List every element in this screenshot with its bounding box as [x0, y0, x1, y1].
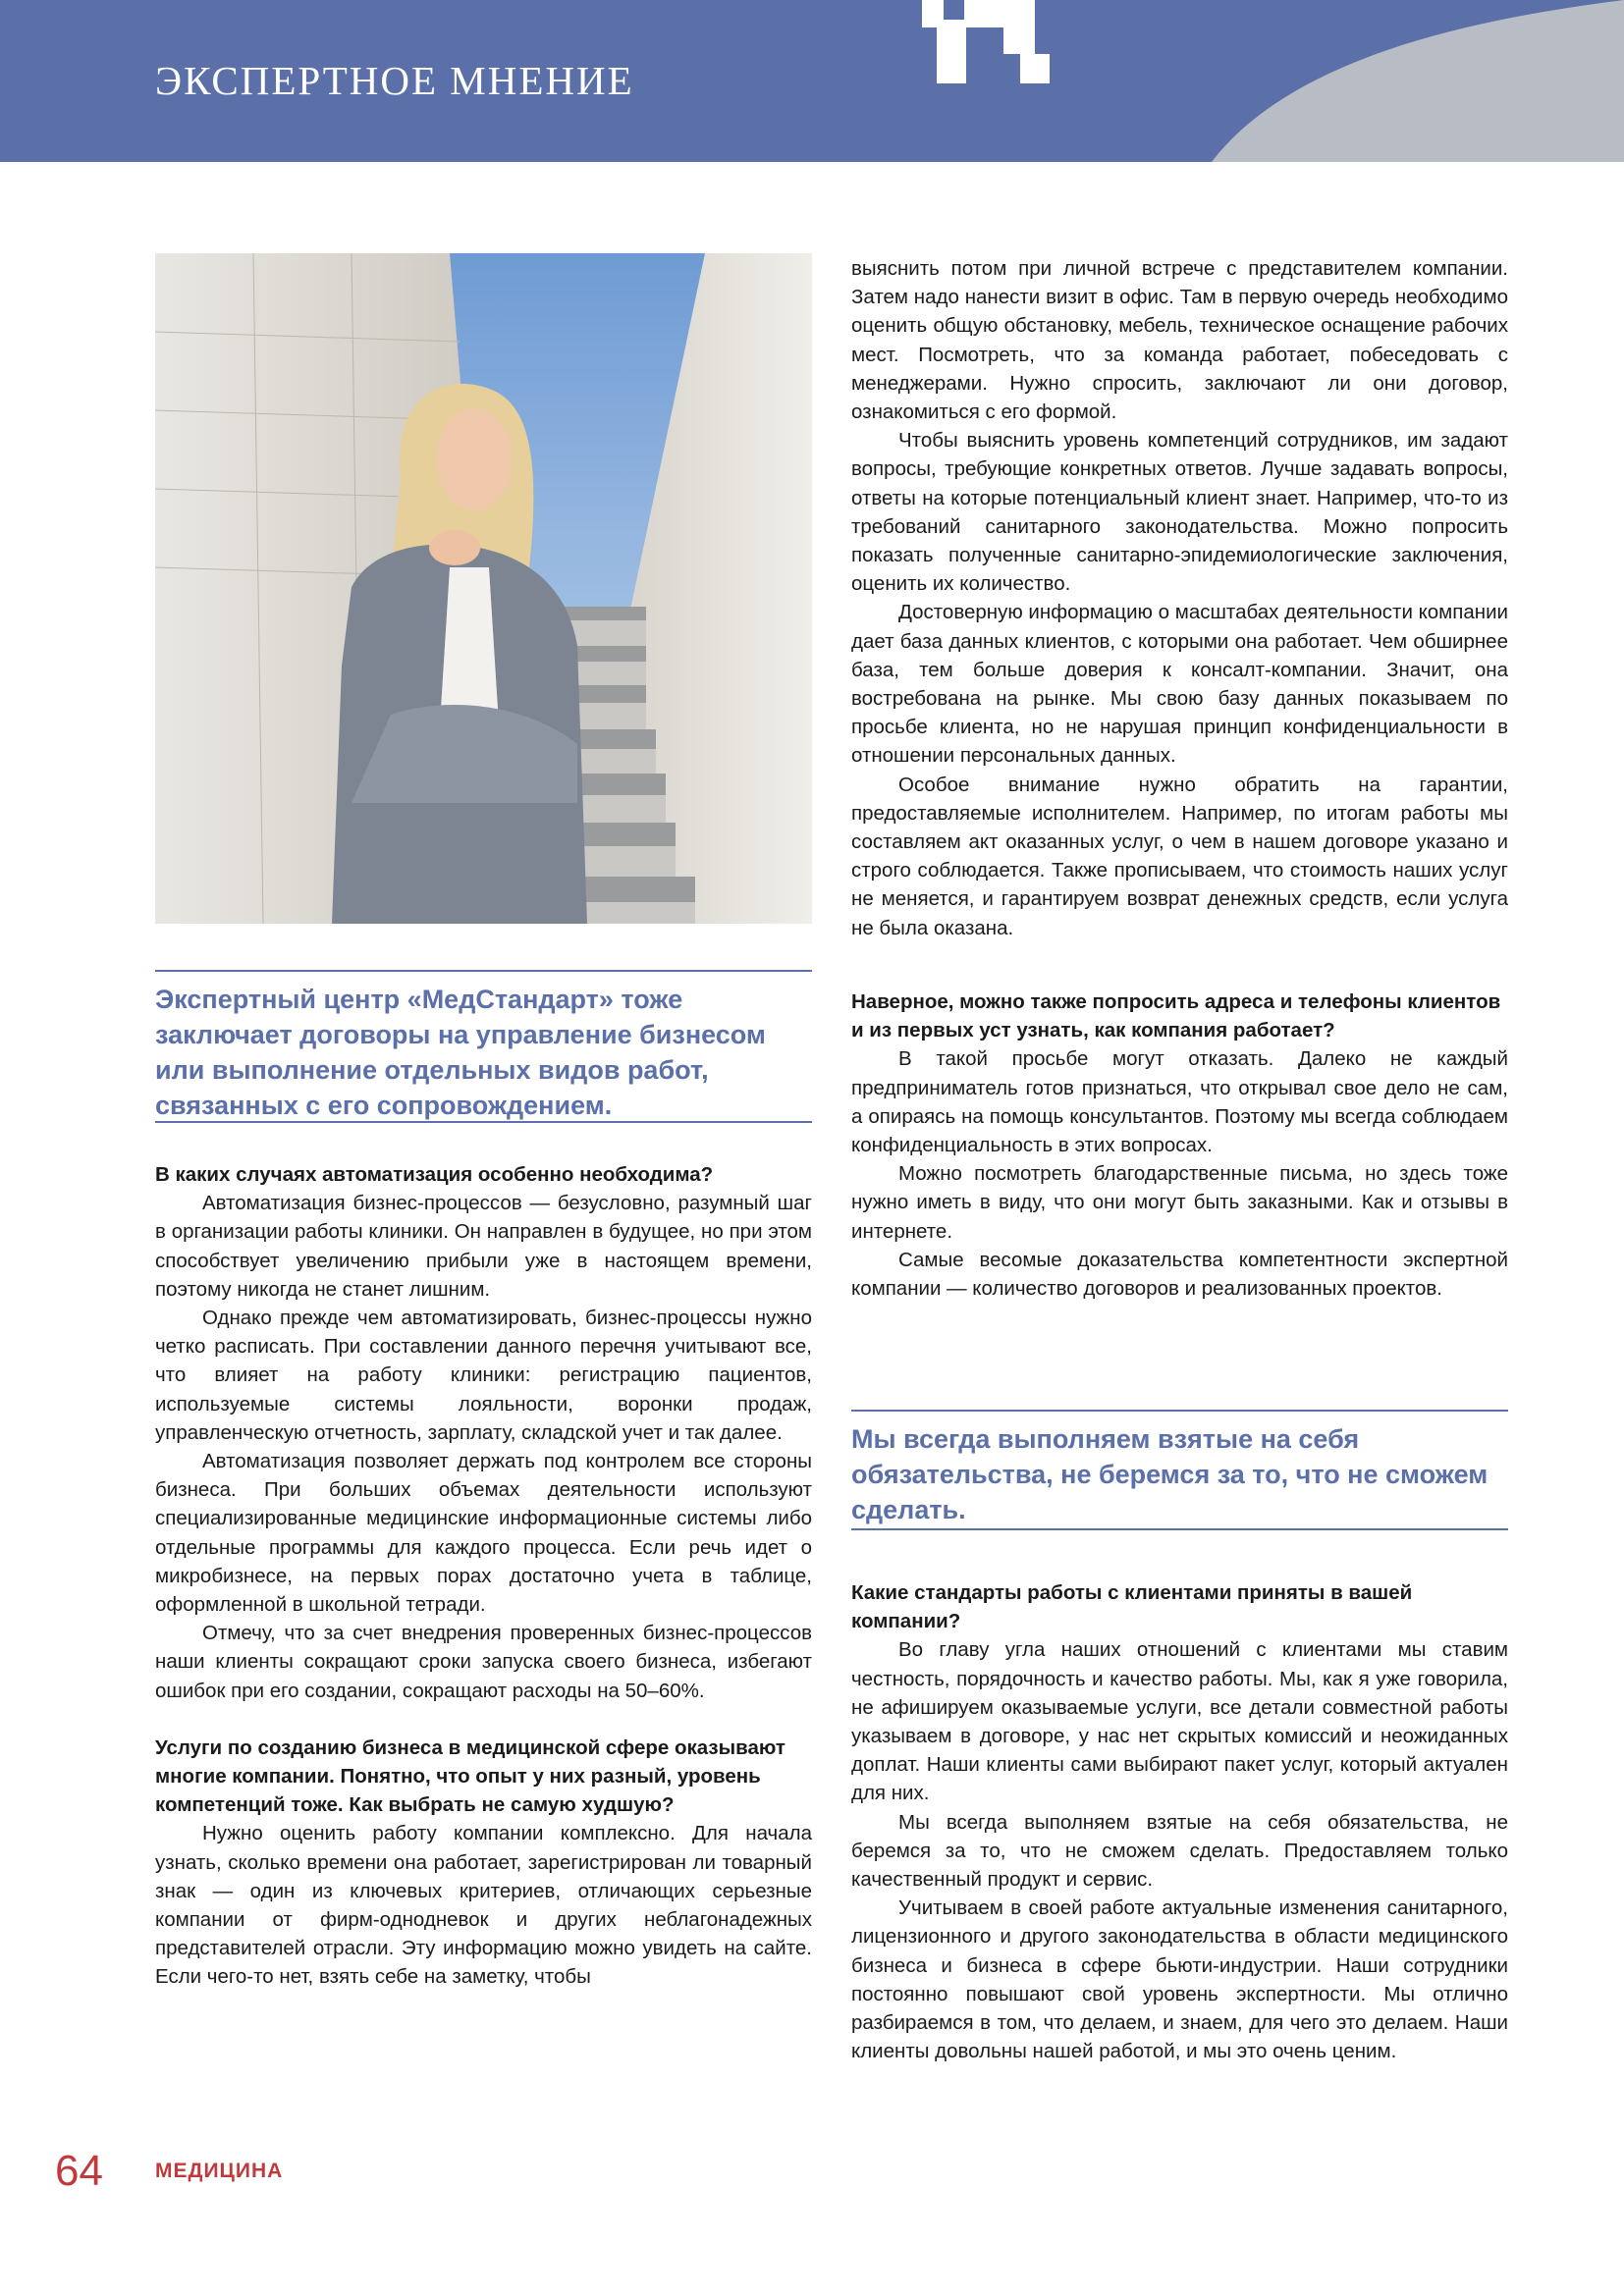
paragraph: Во главу угла наших отношений с клиентами мы ставим честность, порядочность и качество работы. Мы, как я уже говорила, не афишируем оказываемые услуги, все детали совместной работы указываем в договоре, у нас нет скрытых комиссий и неожиданных доплат. Наши клиенты сами выбирают пакет услуг, который актуален для них. — [851, 1638, 1508, 1805]
right-column-top — [851, 254, 1508, 942]
right-column-middle — [851, 988, 1508, 1303]
paragraph: Автоматизация позволяет держать под контролем все стороны бизнеса. При больших объемах деятельности используют специализированные медицинские информационные системы либо отдельные программы для каждого процесса. Если речь идет о микробизнесе, на первых порах достаточно учета в таблице, оформленной в школьной тетради. — [155, 1450, 812, 1617]
footer-section-name: МЕДИЦИНА — [155, 2160, 284, 2182]
question-heading: Какие стандарты работы с клиентами приняты в вашей компании? — [851, 1581, 1413, 1633]
left-column — [155, 1160, 812, 1992]
question-heading: Наверное, можно также попросить адреса и телефоны клиентов и из первых уст узнать, как компания работает? — [851, 990, 1501, 1042]
paragraph: Отмечу, что за счет внедрения проверенных бизнес-процессов наши клиенты сокращают сроки запуска своего бизнеса, избегают ошибок при его создании, сокращают расходы на 50–60%. — [155, 1622, 812, 1702]
pull-quote: Экспертный центр «МедСтандарт» тоже заключает договоры на управление бизнесом или выполнение отдельных видов работ, связанных с его сопровождением. — [155, 970, 812, 1123]
city-skyline-icon — [917, 0, 1624, 162]
paragraph: Самые весомые доказательства компетентности экспертной компании — количество договоров и реализованных проектов. — [851, 1248, 1508, 1301]
paragraph: Мы всегда выполняем взятые на себя обязательства, не беремся за то, что не сможем сделать. Предоставляем только качественный продукт и сервис. — [851, 1810, 1508, 1892]
question-heading: Услуги по созданию бизнеса в медицинской сфере оказывают многие компании. Понятно, что опыт у них разный, уровень компетенций тоже. Как выбрать не самую худшую? — [155, 1735, 785, 1817]
portrait-photo — [155, 253, 812, 924]
paragraph: выяснить потом при личной встрече с представителем компании. Затем надо нанести визит в офис. Там в первую очередь необходимо оценить общую обстановку, мебель, техническое оснащение рабочих мест. Посмотреть, что за команда работает, побеседовать с менеджерами. Нужно спросить, заключают ли они договор, ознакомиться с его формой. — [851, 257, 1508, 424]
question-heading: В каких случаях автоматизация особенно необходима? — [155, 1163, 714, 1186]
paragraph: Автоматизация бизнес-процессов — безусловно, разумный шаг в организации работы клиники. Он направлен в будущее, но при этом способствует увеличению прибыли уже в настоящем времени, поэтому никогда не станет лишним. — [155, 1192, 812, 1301]
right-column-bottom — [851, 1578, 1508, 2065]
paragraph: Достоверную информацию о масштабах деятельности компании дает база данных клиентов, с которыми она работает. Чем обширнее база, тем больше доверия к консалт-компании. Значит, она востребована на рынке. Мы свою базу данных показываем по просьбе клиента, но не нарушая принцип конфиденциальности в отношении персональных данных. — [851, 601, 1509, 768]
section-title: ЭКСПЕРТНОЕ МНЕНИЕ — [155, 58, 634, 103]
paragraph: Нужно оценить работу компании комплексно. Для начала узнать, сколько времени она работает, зарегистрирован ли товарный знак — один из ключевых критериев, отличающих серьезные компании от фирм-однодневок и других неблагонадежных представителей отрасли. Эту информацию можно увидеть на сайте. Если чего-то нет, взять себе на заметку, чтобы — [155, 1822, 812, 1989]
page-header — [0, 0, 1624, 162]
paragraph: В такой просьбе могут отказать. Далеко не каждый предприниматель готов признаться, что открывал свое дело не сам, а опираясь на помощь консультантов. Поэтому мы всегда соблюдаем конфиденциальность в этих вопросах. — [851, 1047, 1508, 1157]
paragraph: Учитываем в своей работе актуальные изменения санитарного, лицензионного и другого законодательства в области медицинского бизнеса и бизнеса в сфере бьюти-индустрии. Наши сотрудники постоянно повышают свой уровень экспертности. Мы отлично разбираемся в том, что делаем, и знаем, для чего это делаем. Наши клиенты довольны нашей работой, и мы это очень ценим. — [851, 1896, 1508, 2063]
paragraph: Можно посмотреть благодарственные письма, но здесь тоже нужно иметь в виду, что они могут быть заказными. Как и отзывы в интернете. — [851, 1162, 1508, 1243]
paragraph: Однако прежде чем автоматизировать, бизнес-процессы нужно четко расписать. При составлении данного перечня учитывают все, что влияет на работу клиники: регистрацию пациентов, используемые системы лояльности, воронки продаж, управленческую отчетность, зарплату, складской учет и так далее. — [155, 1307, 812, 1444]
pull-quote: Мы всегда выполняем взятые на себя обязательства, не беремся за то, что не сможем сделать. — [851, 1410, 1508, 1530]
page-number: 64 — [55, 2147, 103, 2195]
paragraph: Особое внимание нужно обратить на гарантии, предоставляемые исполнителем. Например, по итогам работы мы составляем акт оказанных услуг, о чем в нашем договоре указано и строго соблюдается. Также прописываем, что стоимость наших услуг не меняется, и гарантируем возврат денежных средств, если услуга не была оказана. — [851, 773, 1508, 939]
paragraph: Чтобы выяснить уровень компетенций сотрудников, им задают вопросы, требующие конкретных ответов. Лучше задавать вопросы, ответы на которые потенциальный клиент знает. Например, что-то из требований санитарного законодательства. Можно попросить показать полученные санитарно-эпидемиологические заключения, оценить их количество. — [851, 429, 1508, 596]
